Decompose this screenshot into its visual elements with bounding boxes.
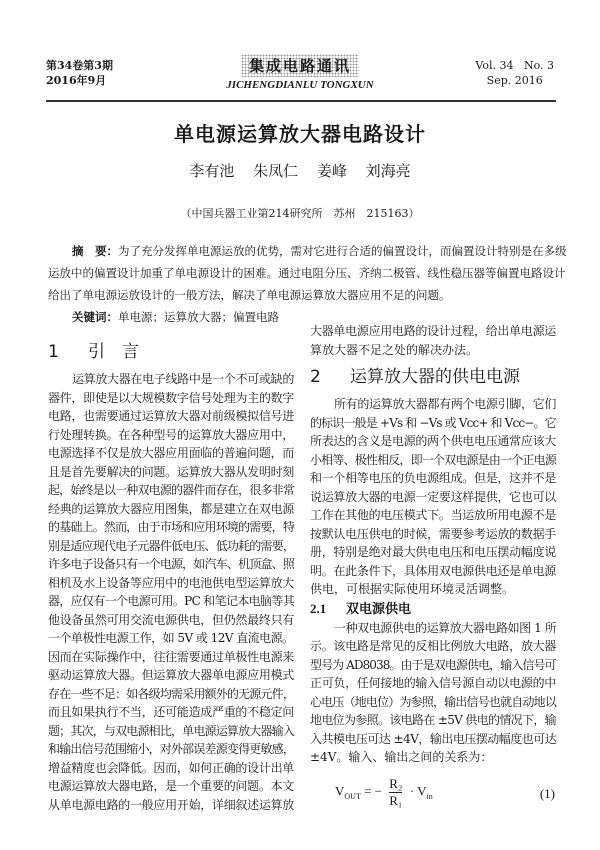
body-line: 说运算放大器的电源一定要这样提供，它也可以: [310, 489, 557, 504]
body-line: 且是首先要解决的问题。运算放大器从发明时刻: [48, 464, 295, 479]
body-line: 器，应仅有一个电源可用。PC 和笔记本电脑等其: [48, 594, 295, 608]
right-column: [310, 322, 557, 767]
body-line: 明。在此条件下，具体用双电源供电还是单电源: [310, 563, 557, 578]
formula-dot: ·: [409, 783, 415, 799]
body-line: 因而在实际操作中，往往需要通过单极性电源来: [48, 649, 295, 664]
journal-masthead: [160, 54, 440, 91]
section-title: 引 言: [88, 342, 139, 362]
body-line: 增益精度也会降低。因而，如何正确的设计出单: [48, 760, 295, 775]
keywords-label: 关键词：: [72, 310, 118, 324]
issue-info: [46, 58, 113, 88]
body-line: 示。该电路是常见的反相比例放大电路，放大器: [310, 639, 557, 653]
body-line: 题；其次，与双电源相比，单电源运算放大器输入: [48, 723, 295, 738]
body-line: 入共模电压可达 ±4V，输出电压摆动幅度也可达: [310, 731, 557, 746]
body-line: 他设备虽然可用交流电源供电，但仍然最终只有: [48, 612, 295, 627]
section-number: 1: [48, 342, 59, 362]
volume-cn: 第34卷第3期: [46, 59, 113, 72]
equation-1: [335, 776, 555, 816]
abstract-line: 运放中的偏置设计加重了单电源设计的困难。通过电阻分压、齐纳二极管、线性稳压器等偏置电路设计: [48, 266, 566, 280]
section-2-heading: [310, 359, 557, 395]
journal-name-en: JICHENGDIANLU TONGXUN: [226, 79, 374, 91]
formula-lhs-sub: OUT: [344, 792, 361, 802]
body-line: 供电，可根据实际使用环境灵活调整。: [310, 582, 515, 596]
section-number: 2: [310, 367, 321, 387]
body-line: 从单电源电路的一般应用开始，详细叙述运算放: [48, 797, 295, 812]
formula-rhs: V: [417, 783, 427, 799]
body-line: 别是适应现代电子元器件低电压、低功耗的需要，: [48, 538, 295, 553]
body-line: 电源选择不仅是放大器应用面临的普遍问题，而: [48, 446, 295, 460]
body-line: 一个单极性电源工作，如 5V 或 12V 直流电源。: [48, 631, 294, 645]
issue-info-en: [475, 58, 554, 88]
formula-rhs-sub: in: [426, 792, 433, 802]
body-line: 电路，也需要通过运算放大器对前级模拟信号进: [48, 409, 295, 423]
body-line: 起，始终是以一种双电源的器件而存在，很多非常: [48, 483, 295, 497]
body-line: 而且如果执行不当，还可能造成严重的不稳定问: [48, 705, 295, 719]
header-rule: [46, 100, 556, 102]
body-line: 驱动运算放大器。但运算放大器单电源应用模式: [48, 668, 295, 682]
body-line: 大器单电源应用电路的设计过程，给出单电源运: [310, 324, 557, 338]
body-line: 和一个相等电压的负电源组成。但是，这并不是: [310, 471, 557, 485]
body-line: 小相等、极性相反，即一个双电源是由一个正电源: [310, 452, 557, 467]
body-line: 型号为 AD8038。由于是双电源供电，输入信号可: [310, 657, 556, 672]
body-line: 行处理转换。在各种型号的运算放大器应用中，: [48, 427, 295, 442]
keywords: 单电源；运算放大器；偏置电路: [118, 310, 279, 324]
paper-title: 单电源运算放大器电路设计: [174, 122, 426, 146]
fraction: [389, 776, 402, 809]
subsection-2-1-heading: [310, 599, 557, 619]
body-line: 所有的运算放大器都有两个电源引脚，它们: [334, 397, 557, 411]
body-line: 器件，即使是以大规模数字信号处理为主的数字: [48, 390, 295, 405]
affiliation: （中国兵器工业第214研究所 苏州 215163）: [180, 207, 420, 220]
abstract-line: 给出了单电源运放设计的一般方法，解决了单电源运算放大器应用不足的问题。: [48, 288, 451, 302]
abstract: [48, 240, 567, 328]
body-line: 电源运算放大器电路，是一个重要的问题。本文: [48, 779, 295, 793]
body-line: 运算放大器在电子线路中是一个不可或缺的: [72, 372, 295, 386]
body-line: 许多电子设备只有一个电源，如汽车、机顶盒、照: [48, 557, 295, 571]
formula-eq: = −: [364, 783, 383, 799]
abstract-line: 为了充分发挥单电源运放的优势，需对它进行合适的偏置设计，而偏置设计特别是在多级: [118, 244, 567, 258]
body-line: 地电位为参照。该电路在 ±5V 供电的情况下，输: [310, 713, 556, 727]
body-line: 正可负，任何接地的输入信号源自动以电源的中: [310, 676, 557, 690]
body-line: 一种双电源供电的运算放大器电路如图 1 所: [334, 620, 557, 635]
subsection-title: 双电源供电: [346, 601, 412, 617]
section-title: 运算放大器的供电电源: [350, 367, 520, 387]
body-line: 和输出信号范围缩小，对外部误差源变得更敏感，: [48, 742, 295, 756]
body-line: 按默认电压供电的时候，需要参考运放的数据手: [310, 526, 557, 541]
section-1-body: [48, 370, 295, 814]
numerator: R₂: [389, 776, 403, 791]
body-line: 册，特别是绝对最大供电电压和电压摆动幅度说: [310, 545, 557, 559]
date-cn: 2016年9月: [46, 74, 107, 87]
body-line: 相机及水上设备等应用中的电池供电型运算放大: [48, 575, 295, 590]
left-column: [48, 338, 295, 814]
body-line: 的基础上。然而，由于市场和应用环境的需要，特: [48, 520, 295, 534]
authors: 李有池 朱凤仁 姜峰 刘海亮: [189, 162, 411, 180]
subsection-2-1-body: [310, 619, 557, 767]
date-en: Sep. 2016: [486, 74, 543, 87]
journal-logo: 集成电路通讯: [241, 54, 359, 77]
section-1-heading: [48, 338, 295, 370]
section-2-body: [310, 395, 557, 599]
abstract-label: 摘 要：: [72, 244, 118, 258]
body-line: 经典的运算放大器应用图集，都是建立在双电源: [48, 501, 295, 516]
body-line: 算放大器不足之处的解决办法。: [310, 342, 479, 357]
denominator: R₁: [389, 793, 403, 808]
volume-en: Vol. 34 No. 3: [475, 59, 554, 72]
body-line: 的标识一般是 +Vs 和 −Vs 或 Vcc+ 和 Vcc−。它: [310, 415, 556, 430]
formula-lhs: V: [335, 783, 345, 799]
body-line: 工作在其他的电压模式下。当运放所用电源不是: [310, 508, 557, 522]
body-line: ±4V。输入、输出之间的关系为：: [310, 750, 493, 764]
body-line: 存在一些不足：如各级均需采用额外的无源元件，: [48, 686, 295, 701]
equation-number: (1): [539, 786, 555, 801]
body-line: 心电压（地电位）为参照，输出信号也就自动地以: [310, 694, 557, 709]
subsection-number: 2.1: [310, 600, 327, 616]
body-line: 所表达的含义是电源的两个供电电压通常应该大: [310, 434, 557, 448]
